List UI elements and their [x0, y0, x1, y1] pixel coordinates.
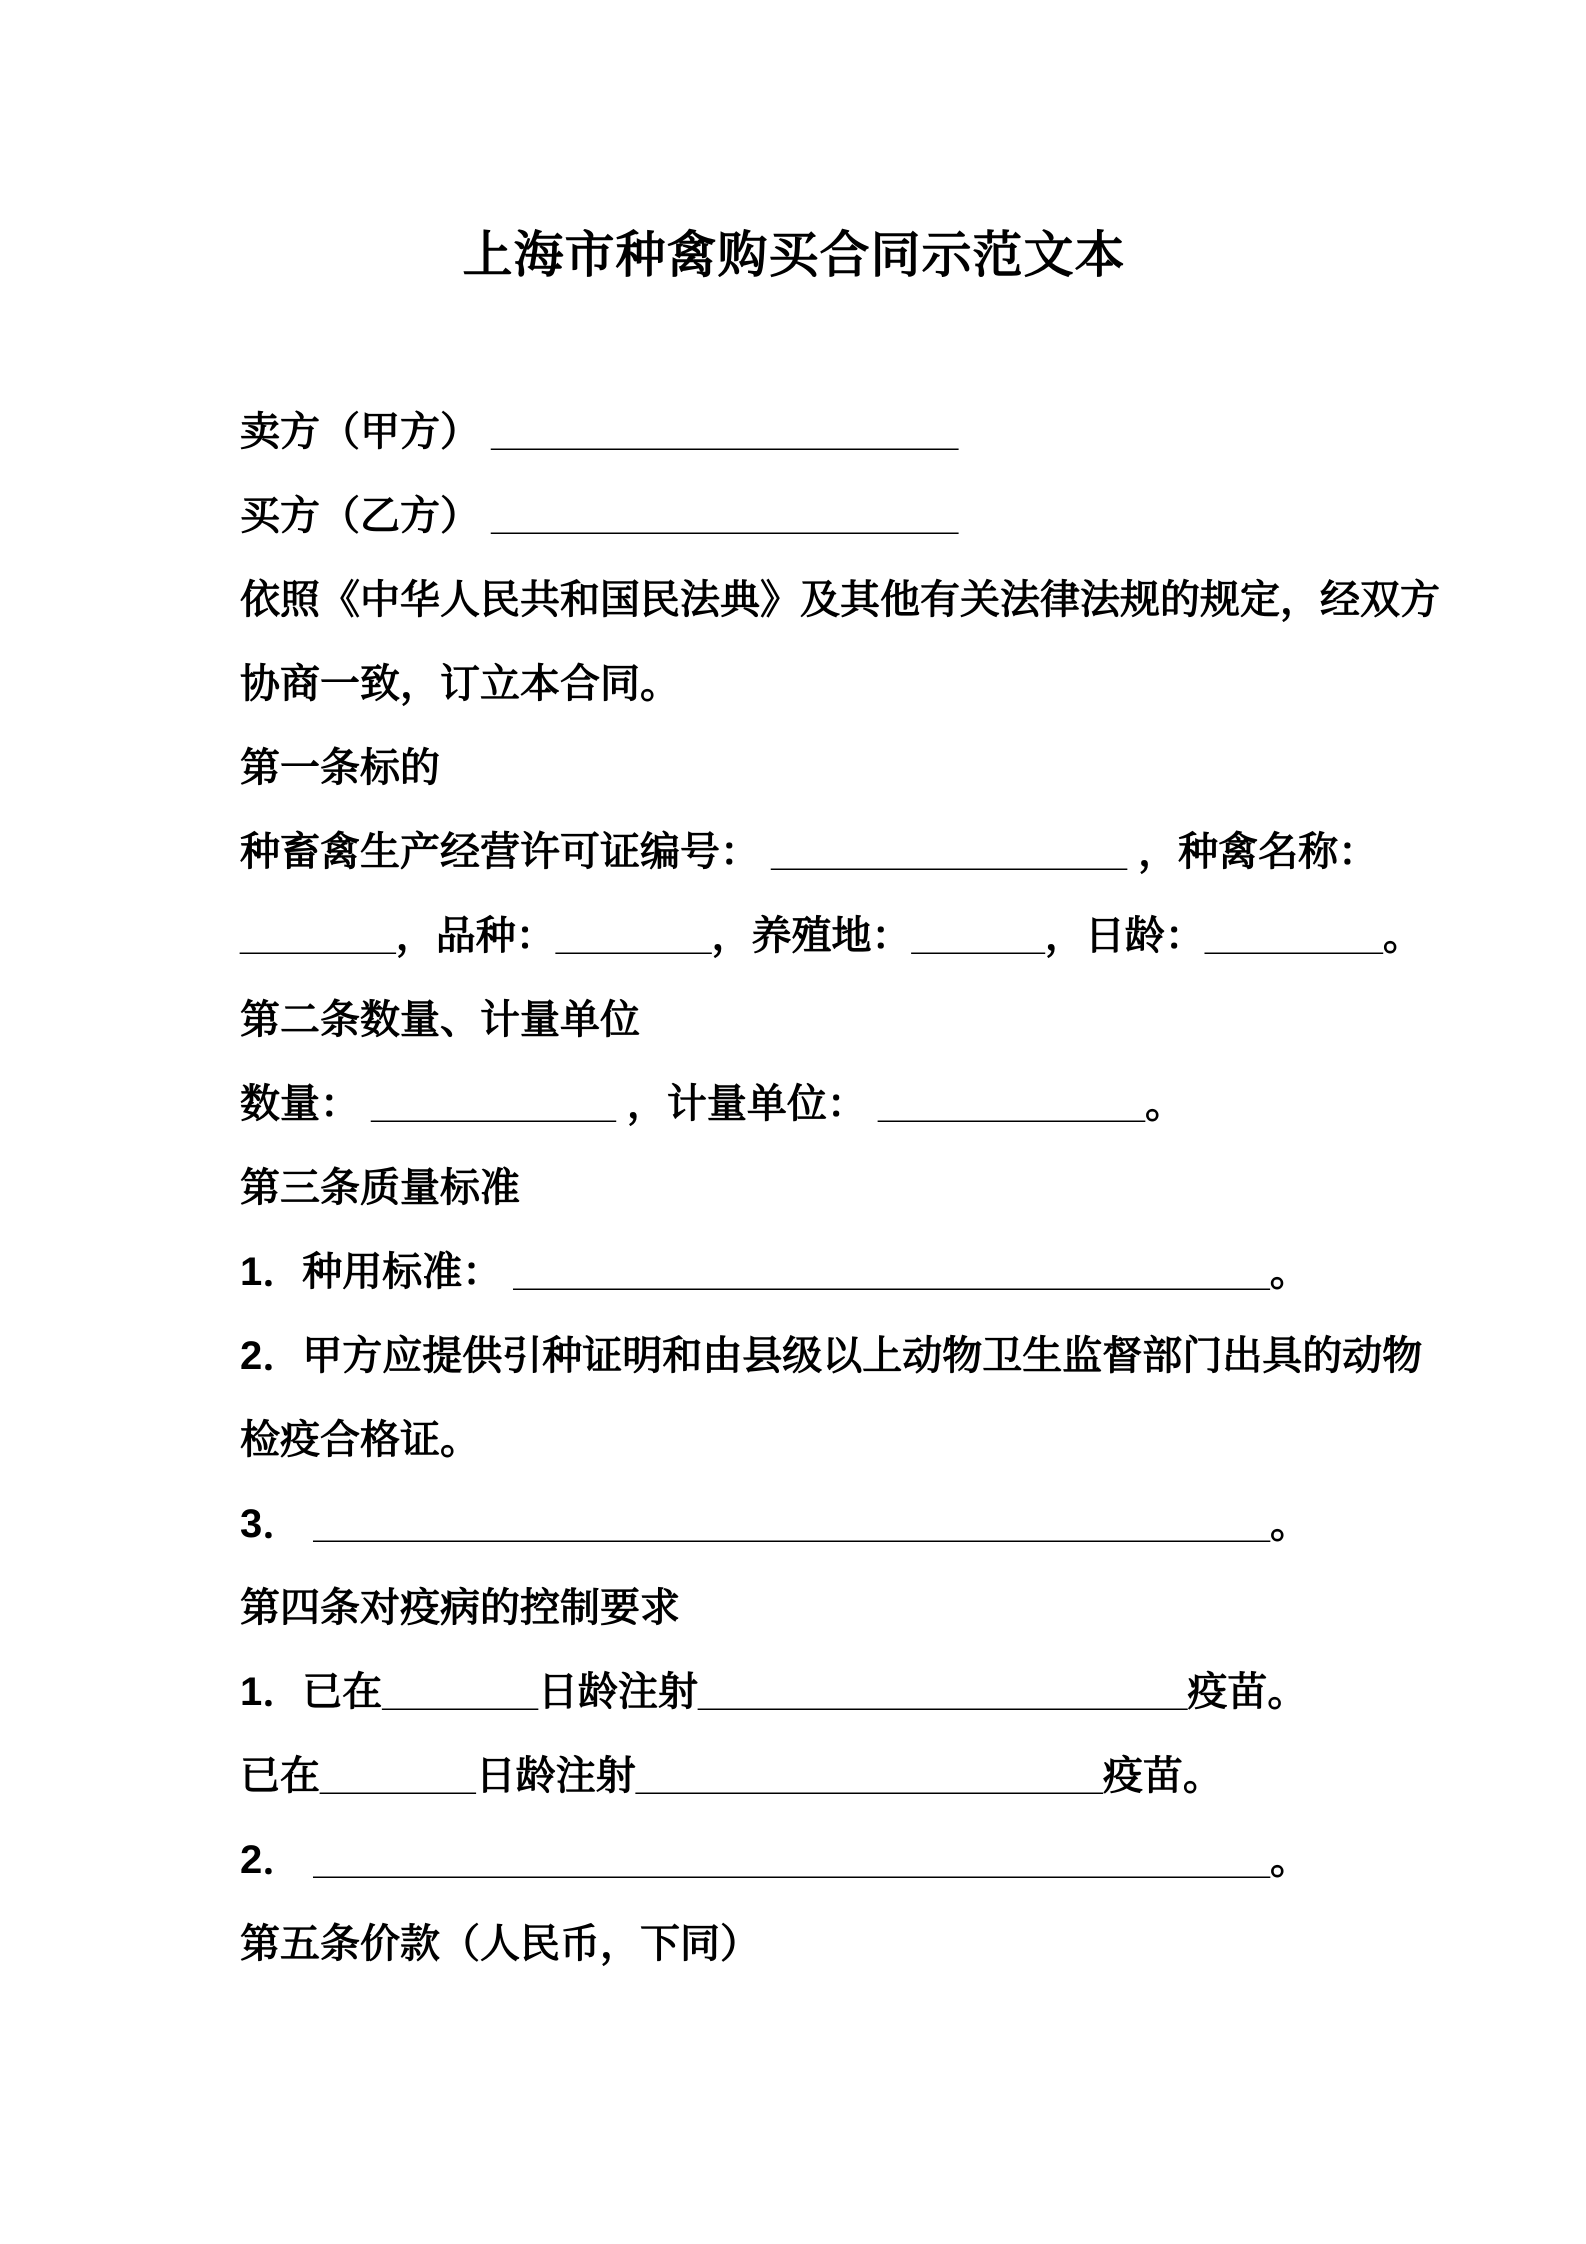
- contract-line: 第一条标的: [240, 746, 440, 790]
- contract-line: 第二条数量、计量单位: [240, 998, 640, 1042]
- contract-line: 第三条质量标准: [240, 1166, 520, 1210]
- contract-line: 协商一致，订立本合同。: [240, 662, 680, 706]
- contract-line: _______，品种：_______，养殖地：______，日龄：________。: [240, 914, 1423, 958]
- contract-line: 3． ___________________________________________。: [240, 1502, 1310, 1546]
- contract-line: 已在_______日龄注射_____________________疫苗。: [240, 1754, 1223, 1798]
- contract-line: 种畜禽生产经营许可证编号： ________________ ，种禽名称：: [240, 830, 1379, 874]
- contract-line: 1．种用标准： __________________________________。: [240, 1250, 1310, 1294]
- contract-line: 检疫合格证。: [240, 1418, 480, 1462]
- contract-line: 卖方（甲方） _____________________: [240, 410, 959, 454]
- document-title: 上海市种禽购买合同示范文本: [462, 227, 1126, 283]
- contract-line: 1．已在_______日龄注射______________________疫苗。: [240, 1670, 1308, 1714]
- contract-line: 数量： ___________ ，计量单位： ____________。: [240, 1082, 1185, 1126]
- contract-line: 2． ___________________________________________。: [240, 1838, 1310, 1882]
- document-body: [240, 390, 1440, 1986]
- contract-line: 依照《中华人民共和国民法典》及其他有关法律法规的规定，经双方: [240, 578, 1440, 622]
- contract-line: 第五条价款（人民币，下同）: [240, 1922, 760, 1966]
- contract-line: 2．甲方应提供引种证明和由县级以上动物卫生监督部门出具的动物: [240, 1334, 1423, 1378]
- contract-line: 买方（乙方） _____________________: [240, 494, 959, 538]
- contract-line: 第四条对疫病的控制要求: [240, 1586, 680, 1630]
